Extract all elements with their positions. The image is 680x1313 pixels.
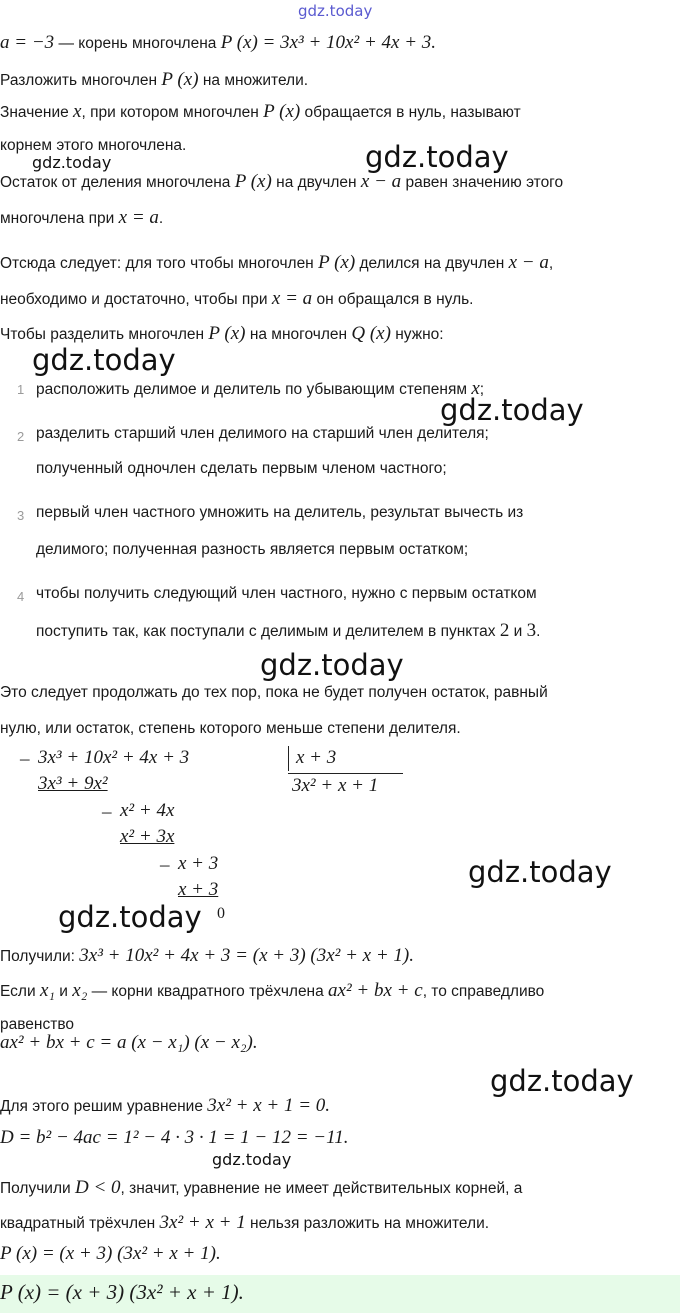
math: 3x³ + 10x² + 4x + 3 = (x + 3) (3x² + x + 1). xyxy=(79,945,415,966)
text: равенство xyxy=(0,1016,75,1033)
discriminant: D = b² − 4ac = 1² − 4 · 3 · 1 = 1 − 12 = −11. xyxy=(0,1127,349,1148)
text: на многочлен xyxy=(245,326,352,343)
math: 3x² + x + 1 xyxy=(159,1212,246,1233)
math: D < 0 xyxy=(74,1177,121,1198)
final-answer: P (x) = (x + 3) (3x² + x + 1). xyxy=(0,1280,244,1304)
step-number: 3 xyxy=(17,508,25,523)
math: x = a xyxy=(118,207,159,228)
math-poly: P (x) = 3x³ + 10x² + 4x + 3. xyxy=(220,32,437,53)
step-4b xyxy=(36,620,540,642)
math: x − a xyxy=(508,252,549,273)
text: Значение xyxy=(0,104,74,121)
dividend: 3x³ + 10x² + 4x + 3 xyxy=(38,747,190,768)
step-number: 4 xyxy=(17,589,25,604)
step-3a xyxy=(36,504,523,522)
rem-line-2 xyxy=(0,207,163,229)
minus-sign: _ xyxy=(160,848,170,869)
div-intro xyxy=(0,323,444,345)
cont-line-1 xyxy=(0,684,548,702)
text: нельзя разложить на множители. xyxy=(245,1215,490,1232)
subtrahend-3: x + 3 xyxy=(178,879,219,900)
vieta-line-1 xyxy=(0,980,544,1002)
text: поступить так, как поступали с делимым и делителем в пунктах xyxy=(36,623,500,640)
text: расположить делимое и делитель по убывающим степеням xyxy=(36,381,472,398)
division-bar xyxy=(288,746,289,771)
watermark: gdz.today xyxy=(212,1150,292,1169)
text: корнем этого многочлена. xyxy=(0,137,187,154)
solve-line xyxy=(0,1095,330,1117)
text: , xyxy=(548,255,554,272)
text: Это следует продолжать до тех пор, пока не будет получен остаток, равный xyxy=(0,684,548,701)
minus-sign: _ xyxy=(102,795,112,816)
step-3b xyxy=(36,541,468,559)
got-line xyxy=(0,945,414,967)
text: разделить старший член делимого на старший член делителя; xyxy=(36,425,489,442)
step-1 xyxy=(36,378,484,400)
text: , то справедливо xyxy=(422,983,545,1000)
math: x₁ xyxy=(39,980,55,1001)
math: 3 xyxy=(526,620,537,641)
minus-sign: _ xyxy=(20,742,30,763)
step-number: 2 xyxy=(17,429,25,444)
text: ; xyxy=(479,381,485,398)
text: Получили xyxy=(0,1180,75,1197)
intro-line xyxy=(0,32,436,54)
math: ax² + bx + c xyxy=(328,980,423,1001)
text: Если xyxy=(0,983,40,1000)
rem-line-1 xyxy=(0,171,563,193)
text: — корень многочлена xyxy=(54,35,221,52)
text: делимого; полученная разность является первым остатком; xyxy=(36,541,469,558)
remainder-2: x + 3 xyxy=(178,853,219,874)
result-1: P (x) = (x + 3) (3x² + x + 1). xyxy=(0,1243,221,1264)
text: Чтобы разделить многочлен xyxy=(0,326,209,343)
text: Разложить многочлен xyxy=(0,72,162,89)
text: Остаток от деления многочлена xyxy=(0,174,235,191)
text: многочлена при xyxy=(0,210,119,227)
text: равен значению этого xyxy=(401,174,564,191)
text: квадратный трёхчлен xyxy=(0,1215,160,1232)
def-line-2 xyxy=(0,137,186,155)
remainder-1: x² + 4x xyxy=(120,800,175,821)
text: нулю, или остаток, степень которого меньше степени делителя. xyxy=(0,720,461,737)
text: . xyxy=(158,210,164,227)
text: полученный одночлен сделать первым членом частного; xyxy=(36,460,447,477)
text: Отсюда следует: для того чтобы многочлен xyxy=(0,255,319,272)
watermark: gdz.today xyxy=(468,855,612,889)
text: чтобы получить следующий член частного, нужно с первым остатком xyxy=(36,585,537,602)
math: x = a xyxy=(271,288,313,309)
watermark: gdz.today xyxy=(32,153,112,172)
watermark: gdz.today xyxy=(490,1064,634,1098)
text: нужно: xyxy=(390,326,444,343)
divisor: x + 3 xyxy=(296,747,337,768)
step-2b xyxy=(36,460,447,478)
math-a: a = −3 xyxy=(0,32,55,53)
vieta-formula: ax² + bx + c = a (x − x₁) (x − x₂). xyxy=(0,1032,258,1053)
quotient: 3x² + x + 1 xyxy=(292,775,379,796)
watermark: gdz.today xyxy=(260,648,404,682)
math: x − a xyxy=(360,171,402,192)
step-number: 1 xyxy=(17,382,25,397)
text: он обращался в нуль. xyxy=(312,291,474,308)
concl-line-1 xyxy=(0,1177,522,1199)
math: Q (x) xyxy=(351,323,391,344)
text: — корни квадратного трёхчлена xyxy=(87,983,329,1000)
text: первый член частного умножить на делитель, результат вычесть из xyxy=(36,504,524,521)
text: обращается в нуль, называют xyxy=(300,104,521,121)
math: P (x) xyxy=(318,252,356,273)
math: P (x) xyxy=(263,101,301,122)
text: , при котором многочлен xyxy=(81,104,264,121)
def-line-1 xyxy=(0,101,521,123)
text: и xyxy=(54,983,73,1000)
watermark: gdz.today xyxy=(32,343,176,377)
watermark: gdz.today xyxy=(58,900,202,934)
subtrahend-2: x² + 3x xyxy=(120,826,175,847)
text: делился на двучлен xyxy=(355,255,509,272)
watermark: gdz.today xyxy=(440,393,584,427)
text: на двучлен xyxy=(271,174,361,191)
cons-line-1 xyxy=(0,252,553,274)
text: . xyxy=(536,623,541,640)
text: Получили: xyxy=(0,948,80,965)
subtrahend-1: 3x³ + 9x² xyxy=(38,773,108,794)
watermark: gdz.today xyxy=(365,140,509,174)
task-line xyxy=(0,69,308,91)
cont-line-2 xyxy=(0,720,461,738)
text: на множители. xyxy=(198,72,309,89)
text: необходимо и достаточно, чтобы при xyxy=(0,291,272,308)
math: 3x² + x + 1 = 0. xyxy=(207,1095,331,1116)
step-2a xyxy=(36,425,489,443)
division-line xyxy=(288,773,403,774)
text: , значит, уравнение не имеет действительных корней, а xyxy=(120,1180,523,1197)
math: 2 xyxy=(499,620,510,641)
math: P (x) xyxy=(208,323,246,344)
math: x xyxy=(471,378,480,399)
text: и xyxy=(509,623,527,640)
text: Для этого решим уравнение xyxy=(0,1098,208,1115)
cons-line-2 xyxy=(0,288,474,310)
math: x xyxy=(73,101,82,122)
watermark: gdz.today xyxy=(298,2,373,20)
final-remainder: 0 xyxy=(217,905,225,922)
math: P (x) xyxy=(161,69,199,90)
math: P (x) xyxy=(234,171,272,192)
math: x₂ xyxy=(72,980,88,1001)
concl-line-2 xyxy=(0,1212,489,1234)
step-4a xyxy=(36,585,537,603)
